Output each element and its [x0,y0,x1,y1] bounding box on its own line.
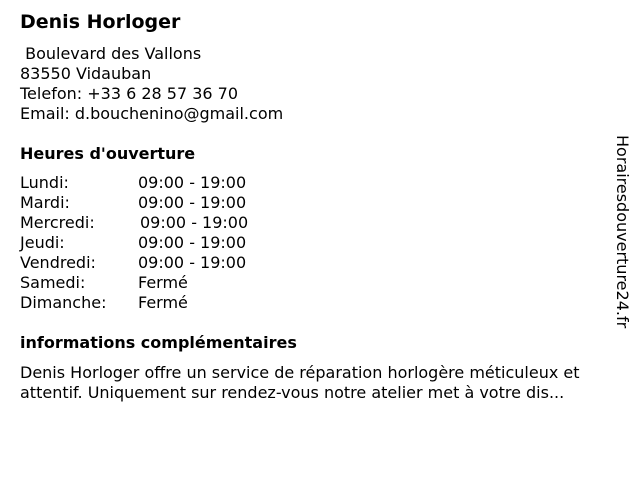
day-label: Lundi: [20,173,69,192]
watermark-text: Horairesdouverture24.fr [613,135,632,329]
day-hours: 09:00 - 19:00 [138,193,247,212]
day-label: Samedi: [20,273,86,292]
phone-number: Telefon: +33 6 28 57 36 70 [20,84,239,103]
day-label: Vendredi: [20,253,96,272]
business-card [20,10,620,403]
day-hours: Fermé [138,273,188,292]
opening-hours-list [20,173,620,313]
day-label: Mercredi: [20,213,95,232]
contact-block [20,44,620,124]
hours-row-tuesday [20,193,620,213]
day-hours: 09:00 - 19:00 [138,173,247,192]
day-hours: 09:00 - 19:00 [138,233,247,252]
day-hours: Fermé [138,293,188,312]
additional-info-title: informations complémentaires [20,333,297,352]
description-line: attentif. Uniquement sur rendez-vous notre atelier met à votre dis... [20,383,565,402]
hours-row-wednesday [20,213,620,233]
day-hours: 09:00 - 19:00 [138,253,247,272]
hours-row-friday [20,253,620,273]
day-label: Mardi: [20,193,70,212]
business-description [20,363,630,403]
email-address: Email: d.bouchenino@gmail.com [20,104,284,123]
address-street: Boulevard des Vallons [20,44,202,63]
address-city: 83550 Vidauban [20,64,152,83]
hours-row-monday [20,173,620,193]
hours-row-thursday [20,233,620,253]
business-name: Denis Horloger [20,11,181,33]
opening-hours-title: Heures d'ouverture [20,144,196,163]
day-hours: 09:00 - 19:00 [140,213,249,232]
hours-row-sunday [20,293,620,313]
description-line: Denis Horloger offre un service de réparation horlogère méticuleux et [20,363,580,382]
day-label: Dimanche: [20,293,107,312]
hours-row-saturday [20,273,620,293]
day-label: Jeudi: [20,233,65,252]
site-watermark [612,135,632,345]
